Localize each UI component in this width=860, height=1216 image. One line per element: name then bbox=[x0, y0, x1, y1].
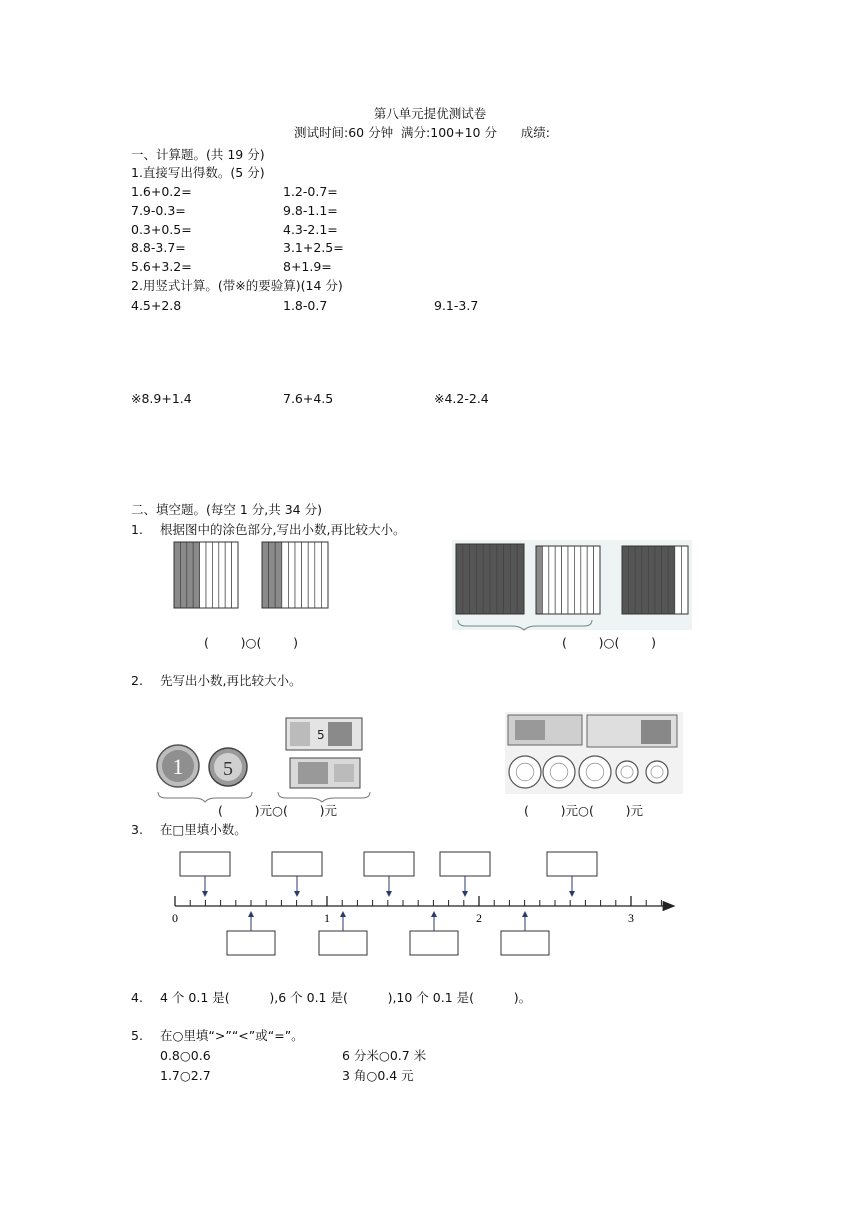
page-title: 第八单元提优测试卷 bbox=[373, 106, 487, 121]
strip-column bbox=[594, 546, 600, 614]
strip-column bbox=[476, 544, 483, 614]
section1-q1-title: 1.直接写出得数。(5 分) bbox=[131, 165, 265, 180]
money-figure-left bbox=[150, 712, 380, 804]
compare-item: 0.8○0.6 bbox=[160, 1048, 211, 1063]
strip-column bbox=[517, 544, 524, 614]
strip-column bbox=[180, 542, 186, 608]
calc-item: 8.8-3.7= bbox=[131, 240, 186, 255]
test-info: 测试时间:60 分钟 满分:100+10 分 成绩: bbox=[294, 125, 551, 140]
answer-box bbox=[410, 931, 458, 955]
coin-5-label: 5 bbox=[223, 758, 233, 780]
strip-column bbox=[655, 546, 662, 614]
strip-column bbox=[490, 544, 497, 614]
banknote-label: 5 bbox=[317, 728, 325, 742]
question-number: 5. bbox=[131, 1028, 143, 1043]
vertical-calc-item: ※4.2-2.4 bbox=[434, 391, 489, 406]
calc-item: 8+1.9= bbox=[283, 259, 332, 274]
calc-item: 1.6+0.2= bbox=[131, 184, 192, 199]
vertical-calc-item: 1.8-0.7 bbox=[283, 298, 328, 313]
strip-column bbox=[542, 546, 548, 614]
question-number: 3. bbox=[131, 822, 143, 837]
decimal-strips-left bbox=[172, 540, 332, 612]
strip-column bbox=[587, 546, 593, 614]
coin bbox=[509, 756, 541, 788]
strip-column bbox=[193, 542, 199, 608]
calc-item: 5.6+3.2= bbox=[131, 259, 192, 274]
answer-box bbox=[440, 852, 490, 876]
section1-q2-title: 2.用竖式计算。(带※的要验算)(14 分) bbox=[131, 278, 343, 293]
coin bbox=[646, 761, 668, 783]
money-figure-right bbox=[505, 712, 683, 794]
axis-label: 3 bbox=[628, 911, 634, 925]
strip-column bbox=[574, 546, 580, 614]
strip-column bbox=[321, 542, 328, 608]
vertical-calc-item: 4.5+2.8 bbox=[131, 298, 182, 313]
vertical-calc-item: 9.1-3.7 bbox=[434, 298, 479, 313]
strip-column bbox=[642, 546, 649, 614]
strip-column bbox=[510, 544, 517, 614]
answer-box bbox=[547, 852, 597, 876]
question-number: 4. bbox=[131, 990, 143, 1005]
strip-column bbox=[549, 546, 555, 614]
strip-column bbox=[262, 542, 269, 608]
strip-column bbox=[562, 546, 568, 614]
answer-blank-compare[interactable]: ( )○( ) bbox=[562, 635, 656, 650]
coin bbox=[543, 756, 575, 788]
section2-heading: 二、填空题。(每空 1 分,共 34 分) bbox=[131, 502, 322, 517]
answer-blank-money[interactable]: ( )元○( )元 bbox=[218, 803, 337, 818]
strip-column bbox=[232, 542, 238, 608]
answer-box bbox=[501, 931, 549, 955]
strip-column bbox=[568, 546, 574, 614]
strip-column bbox=[282, 542, 289, 608]
compare-item: 6 分米○0.7 米 bbox=[342, 1048, 427, 1063]
strip-column bbox=[269, 542, 276, 608]
question-text: 先写出小数,再比较大小。 bbox=[160, 673, 302, 688]
strip-column bbox=[581, 546, 587, 614]
decimal-strips-right bbox=[452, 540, 692, 630]
calc-item: 3.1+2.5= bbox=[283, 240, 344, 255]
answer-box bbox=[319, 931, 367, 955]
strip-column bbox=[174, 542, 180, 608]
strip-column bbox=[470, 544, 477, 614]
strip-column bbox=[315, 542, 322, 608]
strip-column bbox=[629, 546, 636, 614]
strip-column bbox=[497, 544, 504, 614]
strip-column bbox=[288, 542, 295, 608]
calc-item: 7.9-0.3= bbox=[131, 203, 186, 218]
strip-column bbox=[212, 542, 218, 608]
answer-blank-compare[interactable]: ( )○( ) bbox=[204, 635, 298, 650]
coin bbox=[579, 756, 611, 788]
compare-item: 1.7○2.7 bbox=[160, 1068, 211, 1083]
axis-label: 1 bbox=[324, 911, 330, 925]
question-text: 在○里填“>”“<”或“=”。 bbox=[160, 1028, 304, 1043]
strip-column bbox=[635, 546, 642, 614]
axis-label: 0 bbox=[172, 911, 178, 925]
strip-column bbox=[275, 542, 282, 608]
strip-column bbox=[200, 542, 206, 608]
strip-column bbox=[308, 542, 315, 608]
strip-column bbox=[675, 546, 682, 614]
question-text: 根据图中的涂色部分,写出小数,再比较大小。 bbox=[160, 522, 406, 537]
question-text: 在□里填小数。 bbox=[160, 822, 247, 837]
strip-column bbox=[225, 542, 231, 608]
calc-item: 4.3-2.1= bbox=[283, 222, 338, 237]
strip-column bbox=[648, 546, 655, 614]
answer-box bbox=[180, 852, 230, 876]
compare-item: 3 角○0.4 元 bbox=[342, 1068, 414, 1083]
strip-column bbox=[681, 546, 688, 614]
strip-column bbox=[536, 546, 542, 614]
strip-column bbox=[483, 544, 490, 614]
axis-label: 2 bbox=[476, 911, 482, 925]
strip-column bbox=[662, 546, 669, 614]
coin bbox=[616, 761, 638, 783]
question-number: 2. bbox=[131, 673, 143, 688]
strip-column bbox=[555, 546, 561, 614]
strip-column bbox=[668, 546, 675, 614]
question-number: 1. bbox=[131, 522, 143, 537]
calc-item: 0.3+0.5= bbox=[131, 222, 192, 237]
strip-column bbox=[622, 546, 629, 614]
calc-item: 1.2-0.7= bbox=[283, 184, 338, 199]
strip-column bbox=[463, 544, 470, 614]
strip-column bbox=[456, 544, 463, 614]
question-text: 4 个 0.1 是( ),6 个 0.1 是( ),10 个 0.1 是( )。 bbox=[160, 990, 532, 1005]
strip-column bbox=[302, 542, 309, 608]
calc-item: 9.8-1.1= bbox=[283, 203, 338, 218]
coin-1-label: 1 bbox=[172, 754, 184, 779]
strip-column bbox=[219, 542, 225, 608]
answer-box bbox=[364, 852, 414, 876]
strip-column bbox=[187, 542, 193, 608]
section1-heading: 一、计算题。(共 19 分) bbox=[131, 147, 265, 162]
strip-column bbox=[504, 544, 511, 614]
answer-box bbox=[227, 931, 275, 955]
strip-column bbox=[295, 542, 302, 608]
answer-box bbox=[272, 852, 322, 876]
vertical-calc-item: 7.6+4.5 bbox=[283, 391, 334, 406]
number-line-figure bbox=[170, 850, 690, 960]
vertical-calc-item: ※8.9+1.4 bbox=[131, 391, 192, 406]
answer-blank-money[interactable]: ( )元○( )元 bbox=[524, 803, 643, 818]
strip-column bbox=[206, 542, 212, 608]
